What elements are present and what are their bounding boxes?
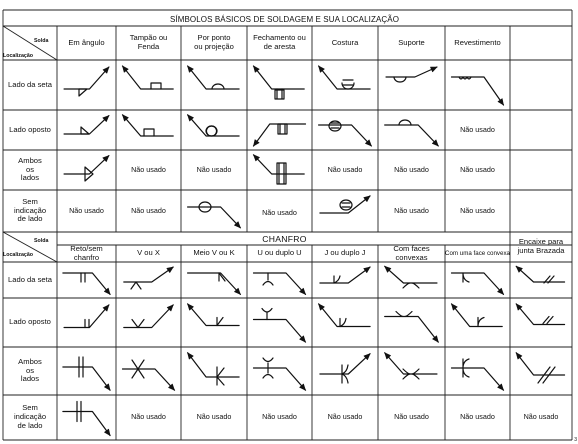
not-used-label: Não usado [196, 164, 232, 174]
row-label: Sem indicação de lado [13, 403, 47, 430]
column-header: Fechamento ou de aresta [253, 33, 306, 51]
column-header: J ou duplo J [324, 248, 366, 258]
column-header: Com uma face convexa [445, 249, 510, 257]
corner-label-solda-2: Solda [34, 238, 49, 244]
not-used-label: Não usado [262, 207, 297, 217]
corner-label-localizacao: Localização [3, 53, 34, 59]
column-header: U ou duplo U [257, 248, 302, 258]
not-used-label: Não usado [460, 124, 495, 134]
table-title: SÍMBOLOS BÁSICOS DE SOLDAGEM E SUA LOCALIZAÇÃO [169, 15, 400, 25]
not-used-label: Não usado [460, 412, 495, 422]
section-title-chanfro: CHANFRO [262, 233, 307, 244]
column-header: Meio V ou K [193, 248, 235, 258]
not-used-label: Não usado [394, 205, 429, 215]
column-header: Suporte [398, 37, 425, 47]
corner-label-solda: Solda [34, 38, 49, 44]
column-header: Em ângulo [68, 37, 105, 47]
column-header: Com faces convexas [393, 243, 430, 262]
row-label: Sem indicação de lado [13, 196, 47, 224]
column-header: Por ponto ou projeção [194, 33, 234, 51]
row-label: Ambos os lados [18, 155, 42, 183]
corner-label-localizacao-2: Localização [3, 252, 34, 258]
row-label: Lado oposto [9, 317, 51, 327]
not-used-label: Não usado [69, 205, 104, 215]
not-used-label: Não usado [131, 205, 166, 215]
not-used-label: Não usado [262, 412, 297, 422]
row-label: Lado da seta [8, 79, 52, 89]
column-header: Encaixe para junta Brazada [517, 237, 565, 255]
not-used-label: Não usado [394, 164, 429, 174]
column-header: V ou X [137, 248, 160, 258]
not-used-label: Não usado [327, 412, 363, 422]
column-header: Tampão ou Fenda [129, 33, 168, 51]
row-label: Ambos os lados [18, 356, 42, 384]
not-used-label: Não usado [523, 412, 559, 422]
not-used-label: Não usado [394, 412, 429, 422]
column-header: Costura [331, 37, 359, 47]
not-used-label: Não usado [460, 164, 495, 174]
row-label: Lado da seta [8, 274, 52, 284]
row-label: Lado oposto [9, 124, 51, 134]
column-header: Reto/sem chanfro [70, 243, 103, 262]
not-used-label: Não usado [196, 412, 232, 422]
column-header: Revestimento [454, 37, 501, 47]
not-used-label: Não usado [131, 164, 166, 174]
page-number: 3 [574, 437, 577, 443]
not-used-label: Não usado [327, 164, 363, 174]
not-used-label: Não usado [131, 412, 166, 422]
not-used-label: Não usado [460, 205, 495, 215]
